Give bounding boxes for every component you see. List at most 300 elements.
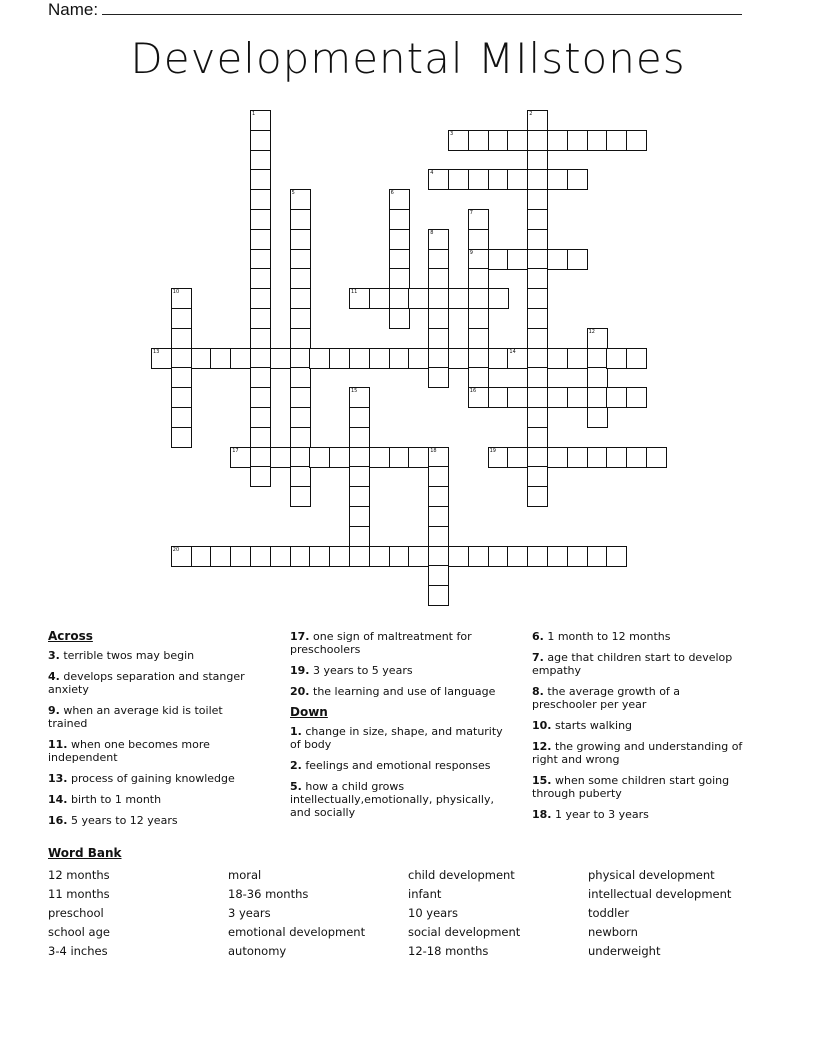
crossword-cell[interactable] <box>250 367 271 388</box>
crossword-cell[interactable] <box>428 526 449 547</box>
crossword-cell[interactable] <box>468 209 489 230</box>
clue-number: 20 <box>172 546 180 553</box>
clues-column-2 <box>290 630 512 827</box>
crossword-cell[interactable] <box>547 130 568 151</box>
crossword-cell[interactable] <box>369 288 390 309</box>
crossword-cell[interactable] <box>547 249 568 270</box>
clue-text: starts walking <box>555 719 633 732</box>
down-clue <box>532 808 747 821</box>
clue-text: change in size, shape, and maturity of body <box>290 725 503 751</box>
word-bank-column <box>588 866 731 961</box>
crossword-cell[interactable] <box>507 546 528 567</box>
across-clue <box>290 685 512 698</box>
crossword-cell[interactable] <box>428 308 449 329</box>
clue-number-label: 16. <box>48 814 68 827</box>
down-clue <box>532 685 747 711</box>
clue-number-label: 8. <box>532 685 544 698</box>
name-label: Name: <box>48 0 99 19</box>
crossword-cell[interactable] <box>151 348 172 369</box>
crossword-cell[interactable] <box>626 130 647 151</box>
clue-number-label: 1. <box>290 725 302 738</box>
crossword-cell[interactable] <box>527 427 548 448</box>
crossword-cell[interactable] <box>547 348 568 369</box>
clue-text: the learning and use of language <box>313 685 496 698</box>
page-title: Developmental MIlstones <box>130 34 686 83</box>
crossword-cell[interactable] <box>527 229 548 250</box>
crossword-cell[interactable] <box>587 130 608 151</box>
crossword-cell[interactable] <box>329 546 350 567</box>
clue-text: 5 years to 12 years <box>71 814 178 827</box>
word-bank-item: autonomy <box>228 944 287 958</box>
crossword-cell[interactable] <box>210 546 231 567</box>
crossword-cell[interactable] <box>428 169 449 190</box>
crossword-cell[interactable] <box>250 189 271 210</box>
crossword-cell[interactable] <box>468 229 489 250</box>
word-bank-item: 3 years <box>228 906 271 920</box>
crossword-cell[interactable] <box>309 447 330 468</box>
crossword-cell[interactable] <box>547 447 568 468</box>
crossword-cell[interactable] <box>587 546 608 567</box>
clue-text: feelings and emotional responses <box>305 759 491 772</box>
crossword-cell[interactable] <box>210 348 231 369</box>
across-clue <box>48 814 258 827</box>
clue-number-label: 12. <box>532 740 552 753</box>
crossword-cell[interactable] <box>408 447 429 468</box>
crossword-cell[interactable] <box>507 169 528 190</box>
crossword-cell[interactable] <box>349 288 370 309</box>
crossword-cell[interactable] <box>369 546 390 567</box>
word-bank-item: social development <box>408 925 521 939</box>
crossword-cell[interactable] <box>250 288 271 309</box>
clue-text: terrible twos may begin <box>63 649 195 662</box>
crossword-cell[interactable] <box>290 447 311 468</box>
crossword-cell[interactable] <box>349 348 370 369</box>
crossword-cell[interactable] <box>389 348 410 369</box>
clue-number: 13 <box>153 348 160 355</box>
clue-number-label: 15. <box>532 774 552 787</box>
crossword-cell[interactable] <box>329 447 350 468</box>
crossword-cell[interactable] <box>448 348 469 369</box>
clues-column-3 <box>532 630 747 829</box>
crossword-cell[interactable] <box>171 407 192 428</box>
crossword-cell[interactable] <box>290 546 311 567</box>
crossword-cell[interactable] <box>527 189 548 210</box>
crossword-cell[interactable] <box>428 486 449 507</box>
crossword-cell[interactable] <box>369 447 390 468</box>
word-bank-item: 10 years <box>408 906 458 920</box>
crossword-cell[interactable] <box>349 546 370 567</box>
crossword-cell[interactable] <box>587 407 608 428</box>
crossword-cell[interactable] <box>290 229 311 250</box>
crossword-cell[interactable] <box>507 348 528 369</box>
crossword-cell[interactable] <box>250 466 271 487</box>
crossword-cell[interactable] <box>309 546 330 567</box>
word-bank-column <box>228 866 365 961</box>
crossword-cell[interactable] <box>468 169 489 190</box>
crossword-cell[interactable] <box>171 427 192 448</box>
clue-number-label: 6. <box>532 630 544 643</box>
crossword-cell[interactable] <box>428 585 449 606</box>
crossword-cell[interactable] <box>389 447 410 468</box>
crossword-cell[interactable] <box>389 209 410 230</box>
crossword-cell[interactable] <box>389 189 410 210</box>
down-clue <box>532 774 747 800</box>
crossword-cell[interactable] <box>587 447 608 468</box>
clue-number-label: 13. <box>48 772 68 785</box>
word-bank-item: infant <box>408 887 442 901</box>
crossword-cell[interactable] <box>527 407 548 428</box>
crossword-cell[interactable] <box>448 546 469 567</box>
crossword-cell[interactable] <box>587 387 608 408</box>
word-bank-item: preschool <box>48 906 104 920</box>
clue-text: develops separation and stanger anxiety <box>48 670 245 696</box>
word-bank-title: Word Bank <box>48 846 122 860</box>
clue-number-label: 17. <box>290 630 310 643</box>
crossword-cell[interactable] <box>567 169 588 190</box>
clue-number-label: 19. <box>290 664 310 677</box>
crossword-cell[interactable] <box>250 308 271 329</box>
crossword-cell[interactable] <box>468 387 489 408</box>
crossword-cell[interactable] <box>488 169 509 190</box>
clue-text: one sign of maltreatment for preschoolers <box>290 630 472 656</box>
crossword-cell[interactable] <box>527 130 548 151</box>
across-clue <box>48 649 258 662</box>
clue-number: 19 <box>489 447 496 454</box>
crossword-cell[interactable] <box>250 447 271 468</box>
clue-number-label: 20. <box>290 685 310 698</box>
crossword-cell[interactable] <box>547 546 568 567</box>
crossword-cell[interactable] <box>547 387 568 408</box>
clue-text: process of gaining knowledge <box>71 772 235 785</box>
crossword-cell[interactable] <box>389 268 410 289</box>
across-clue <box>48 670 258 696</box>
crossword-cell[interactable] <box>527 348 548 369</box>
crossword-cell[interactable] <box>606 387 627 408</box>
crossword-cell[interactable] <box>250 348 271 369</box>
crossword-cell[interactable] <box>290 209 311 230</box>
word-bank-item: intellectual development <box>588 887 732 901</box>
crossword-cell[interactable] <box>230 348 251 369</box>
down-clue <box>532 630 747 643</box>
crossword-cell[interactable] <box>527 209 548 230</box>
clue-text: how a child grows intellectually,emotionally, physically, and socially <box>290 780 494 819</box>
crossword-cell[interactable] <box>270 546 291 567</box>
crossword-cell[interactable] <box>428 565 449 586</box>
crossword-cell[interactable] <box>527 486 548 507</box>
crossword-cell[interactable] <box>527 308 548 329</box>
crossword-cell[interactable] <box>488 447 509 468</box>
crossword-cell[interactable] <box>349 506 370 527</box>
clue-text: 3 years to 5 years <box>313 664 413 677</box>
across-clue <box>48 793 258 806</box>
across-clue <box>48 738 258 764</box>
clue-text: when one becomes more independent <box>48 738 210 764</box>
crossword-cell[interactable] <box>349 526 370 547</box>
crossword-cell[interactable] <box>587 328 608 349</box>
crossword-cell[interactable] <box>567 348 588 369</box>
crossword-cell[interactable] <box>527 466 548 487</box>
word-bank-item: underweight <box>588 944 661 958</box>
crossword-cell[interactable] <box>349 466 370 487</box>
crossword-cell[interactable] <box>389 308 410 329</box>
clue-number-label: 5. <box>290 780 302 793</box>
crossword-cell[interactable] <box>290 189 311 210</box>
clue-text: the growing and understanding of right and wrong <box>532 740 743 766</box>
clue-number-label: 10. <box>532 719 552 732</box>
crossword-cell[interactable] <box>488 249 509 270</box>
crossword-cell[interactable] <box>488 387 509 408</box>
crossword-cell[interactable] <box>448 130 469 151</box>
crossword-cell[interactable] <box>369 348 390 369</box>
crossword-cell[interactable] <box>468 546 489 567</box>
crossword-cell[interactable] <box>488 130 509 151</box>
word-bank-item: school age <box>48 925 110 939</box>
crossword-cell[interactable] <box>250 387 271 408</box>
crossword-cell[interactable] <box>171 348 192 369</box>
crossword-cell[interactable] <box>250 328 271 349</box>
crossword-cell[interactable] <box>191 546 212 567</box>
crossword-cell[interactable] <box>250 229 271 250</box>
clue-number: 3 <box>450 130 454 137</box>
clue-number-label: 2. <box>290 759 302 772</box>
crossword-cell[interactable] <box>171 288 192 309</box>
down-heading: Down <box>290 705 328 719</box>
crossword-cell[interactable] <box>349 427 370 448</box>
crossword-cell[interactable] <box>171 367 192 388</box>
word-bank-item: 11 months <box>48 887 110 901</box>
crossword-cell[interactable] <box>488 546 509 567</box>
crossword-cell[interactable] <box>290 249 311 270</box>
crossword-cell[interactable] <box>250 169 271 190</box>
crossword-cell[interactable] <box>448 169 469 190</box>
word-bank-item: physical development <box>588 868 715 882</box>
crossword-cell[interactable] <box>349 486 370 507</box>
crossword-cell[interactable] <box>626 447 647 468</box>
clue-number-label: 14. <box>48 793 68 806</box>
crossword-cell[interactable] <box>567 249 588 270</box>
clue-text: when an average kid is toilet trained <box>48 704 223 730</box>
crossword-cell[interactable] <box>507 387 528 408</box>
crossword-cell[interactable] <box>527 447 548 468</box>
crossword-cell[interactable] <box>389 546 410 567</box>
crossword-cell[interactable] <box>587 348 608 369</box>
crossword-cell[interactable] <box>309 348 330 369</box>
crossword-cell[interactable] <box>250 209 271 230</box>
crossword-cell[interactable] <box>290 466 311 487</box>
crossword-cell[interactable] <box>329 348 350 369</box>
across-heading: Across <box>48 629 93 643</box>
crossword-cell[interactable] <box>527 367 548 388</box>
crossword-cell[interactable] <box>250 546 271 567</box>
crossword-cell[interactable] <box>468 348 489 369</box>
crossword-cell[interactable] <box>428 229 449 250</box>
crossword-cell[interactable] <box>408 546 429 567</box>
down-clue <box>290 780 512 819</box>
word-bank-item: 12-18 months <box>408 944 489 958</box>
crossword-cell[interactable] <box>290 288 311 309</box>
crossword-cell[interactable] <box>567 387 588 408</box>
down-clue <box>532 651 747 677</box>
crossword-cell[interactable] <box>290 328 311 349</box>
crossword-cell[interactable] <box>606 348 627 369</box>
clues-column-1 <box>48 630 258 835</box>
clue-number: 12 <box>588 328 595 335</box>
word-bank-item: toddler <box>588 906 630 920</box>
clue-number: 16 <box>469 388 477 395</box>
crossword-cell[interactable] <box>230 447 251 468</box>
crossword-cell[interactable] <box>646 447 667 468</box>
crossword-cell[interactable] <box>606 130 627 151</box>
crossword-cell[interactable] <box>606 447 627 468</box>
across-clue <box>48 772 258 785</box>
crossword-cell[interactable] <box>468 249 489 270</box>
crossword-cell[interactable] <box>250 150 271 171</box>
crossword-cell[interactable] <box>626 348 647 369</box>
crossword-cell[interactable] <box>626 387 647 408</box>
crossword-cell[interactable] <box>290 367 311 388</box>
clue-number: 9 <box>469 249 473 256</box>
crossword-cell[interactable] <box>389 229 410 250</box>
clue-number: 17 <box>232 447 239 454</box>
clue-text: 1 year to 3 years <box>555 808 649 821</box>
crossword-cell[interactable] <box>507 249 528 270</box>
crossword-cell[interactable] <box>468 328 489 349</box>
crossword-cell[interactable] <box>250 268 271 289</box>
crossword-cell[interactable] <box>606 546 627 567</box>
crossword-cell[interactable] <box>250 407 271 428</box>
crossword-cell[interactable] <box>507 130 528 151</box>
clue-number-label: 11. <box>48 738 68 751</box>
clue-text: when some children start going through puberty <box>532 774 730 800</box>
crossword-cell[interactable] <box>488 348 509 369</box>
crossword-cell[interactable] <box>171 308 192 329</box>
crossword-cell[interactable] <box>290 486 311 507</box>
clue-text: 1 month to 12 months <box>547 630 671 643</box>
word-bank-item: emotional development <box>228 925 366 939</box>
crossword-cell[interactable] <box>428 506 449 527</box>
crossword-cell[interactable] <box>527 268 548 289</box>
clue-text: the average growth of a preschooler per year <box>532 685 681 711</box>
crossword-cell[interactable] <box>468 130 489 151</box>
crossword-cell[interactable] <box>567 447 588 468</box>
crossword-cell[interactable] <box>527 249 548 270</box>
crossword-cell[interactable] <box>290 407 311 428</box>
clue-number-label: 3. <box>48 649 60 662</box>
clue-number-label: 18. <box>532 808 552 821</box>
word-bank-item: 12 months <box>48 868 110 882</box>
clue-number: 8 <box>430 229 434 236</box>
crossword-cell[interactable] <box>448 288 469 309</box>
crossword-cell[interactable] <box>428 288 449 309</box>
crossword-cell[interactable] <box>567 130 588 151</box>
crossword-cell[interactable] <box>428 268 449 289</box>
crossword-cell[interactable] <box>270 348 291 369</box>
across-clue <box>290 664 512 677</box>
crossword-cell[interactable] <box>428 367 449 388</box>
word-bank-item: child development <box>408 868 515 882</box>
crossword-cell[interactable] <box>290 268 311 289</box>
clue-number: 10 <box>172 289 180 296</box>
crossword-cell[interactable] <box>468 288 489 309</box>
crossword-cell[interactable] <box>527 150 548 171</box>
crossword-cell[interactable] <box>468 308 489 329</box>
crossword-cell[interactable] <box>290 387 311 408</box>
crossword-cell[interactable] <box>468 367 489 388</box>
clue-number: 15 <box>351 388 358 395</box>
crossword-cell[interactable] <box>408 288 429 309</box>
crossword-cell[interactable] <box>389 249 410 270</box>
crossword-cell[interactable] <box>250 110 271 131</box>
crossword-cell[interactable] <box>428 546 449 567</box>
word-bank-column <box>408 866 520 961</box>
crossword-cell[interactable] <box>290 348 311 369</box>
down-clue <box>290 759 512 772</box>
crossword-cell[interactable] <box>527 546 548 567</box>
clue-number-label: 7. <box>532 651 544 664</box>
crossword-cell[interactable] <box>468 268 489 289</box>
clue-number: 1 <box>252 111 256 117</box>
crossword-cell[interactable] <box>349 447 370 468</box>
crossword-cell[interactable] <box>428 348 449 369</box>
clue-number: 2 <box>529 111 533 117</box>
crossword-cell[interactable] <box>567 546 588 567</box>
clue-number-label: 9. <box>48 704 60 717</box>
down-clue <box>290 725 512 751</box>
crossword-cell[interactable] <box>527 387 548 408</box>
across-clue <box>290 630 512 656</box>
crossword-cell[interactable] <box>230 546 251 567</box>
clue-number: 14 <box>509 348 516 355</box>
crossword-cell[interactable] <box>527 328 548 349</box>
crossword-cell[interactable] <box>250 130 271 151</box>
word-bank-item: newborn <box>588 925 638 939</box>
crossword-cell[interactable] <box>171 546 192 567</box>
crossword-cell[interactable] <box>587 367 608 388</box>
crossword-cell[interactable] <box>527 169 548 190</box>
crossword-cell[interactable] <box>270 447 291 468</box>
clue-number: 18 <box>430 447 437 454</box>
clue-number: 11 <box>351 289 358 296</box>
crossword-cell[interactable] <box>171 328 192 349</box>
crossword-cell[interactable] <box>507 447 528 468</box>
crossword-cell[interactable] <box>349 407 370 428</box>
clue-text: age that children start to develop empathy <box>532 651 733 677</box>
crossword-cell[interactable] <box>171 387 192 408</box>
crossword-cell[interactable] <box>488 288 509 309</box>
crossword-cell[interactable] <box>250 249 271 270</box>
crossword-cell[interactable] <box>428 466 449 487</box>
crossword-cell[interactable] <box>527 288 548 309</box>
crossword-cell[interactable] <box>290 427 311 448</box>
crossword-cell[interactable] <box>408 348 429 369</box>
crossword-cell[interactable] <box>389 288 410 309</box>
crossword-cell[interactable] <box>428 249 449 270</box>
crossword-cell[interactable] <box>547 169 568 190</box>
word-bank-column <box>48 866 110 961</box>
clue-text: birth to 1 month <box>71 793 162 806</box>
crossword-cell[interactable] <box>428 328 449 349</box>
crossword-cell[interactable] <box>290 308 311 329</box>
crossword-cell[interactable] <box>250 427 271 448</box>
crossword-cell[interactable] <box>349 387 370 408</box>
clue-number: 6 <box>390 190 394 197</box>
down-clue <box>532 740 747 766</box>
crossword-cell[interactable] <box>428 447 449 468</box>
word-bank-item: 18-36 months <box>228 887 309 901</box>
clue-number-label: 4. <box>48 670 60 683</box>
crossword-cell[interactable] <box>191 348 212 369</box>
crossword-cell[interactable] <box>527 110 548 131</box>
